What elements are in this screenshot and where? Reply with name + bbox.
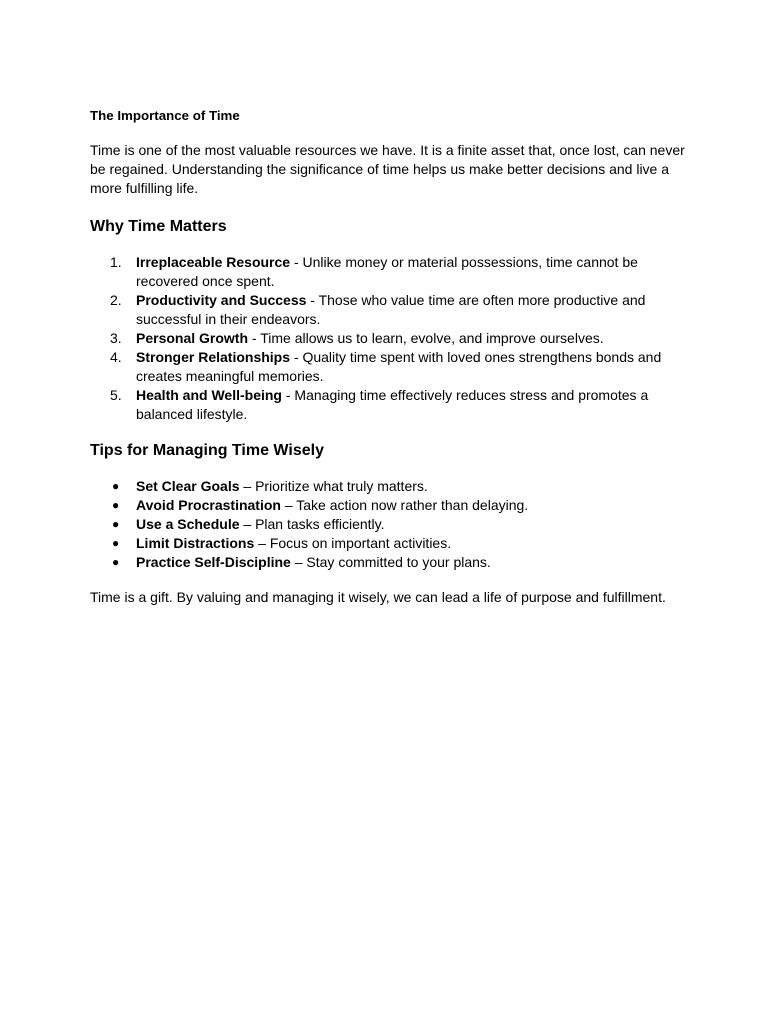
item-text: – Take action now rather than delaying. [280, 497, 529, 513]
bullet-icon: ● [112, 536, 120, 550]
list-number: 2. [110, 292, 122, 308]
closing-paragraph: Time is a gift. By valuing and managing it wisely, we can lead a life of purpose and fulfillment. [90, 589, 666, 605]
intro-paragraph: Time is one of the most valuable resources we have. It is a finite asset that, once lost, can never be regained. Understanding the significance of time helps us make better decisions and live a more fulfilling life. [90, 142, 685, 196]
bullet-icon: ● [112, 517, 120, 531]
list-item [90, 329, 690, 348]
item-text: - Time allows us to learn, evolve, and improve ourselves. [248, 330, 604, 346]
list-item [90, 348, 690, 386]
item-text: - Unlike money or material possessions, time cannot be recovered once spent. [136, 254, 638, 289]
list-item [90, 291, 690, 329]
bullet-icon: ● [112, 479, 120, 493]
bullet-icon: ● [112, 498, 120, 512]
item-label: Use a Schedule [136, 516, 240, 532]
item-label: Set Clear Goals [136, 478, 240, 494]
list-item [90, 534, 690, 553]
item-text: – Stay committed to your plans. [290, 554, 491, 570]
item-label: Irreplaceable Resource [136, 254, 291, 270]
list-item [90, 553, 690, 572]
list-item [90, 515, 690, 534]
item-text: – Prioritize what truly matters. [239, 478, 428, 494]
document-body [90, 106, 690, 607]
item-label: Health and Well-being [136, 387, 282, 403]
list-number: 3. [110, 330, 122, 346]
item-text: - Quality time spent with loved ones strengthens bonds and creates meaningful memories. [136, 349, 662, 384]
item-label: Avoid Procrastination [136, 497, 281, 513]
list-number: 5. [110, 387, 122, 403]
item-label: Practice Self-Discipline [136, 554, 291, 570]
list-item [90, 477, 690, 496]
list-item [90, 496, 690, 515]
bullet-icon: ● [112, 555, 120, 569]
list-item [90, 253, 690, 291]
tips-list [90, 477, 690, 572]
why-time-matters-heading: Why Time Matters [90, 218, 227, 235]
item-text: – Focus on important activities. [254, 535, 452, 551]
list-number: 4. [110, 349, 122, 365]
list-number: 1. [110, 254, 122, 270]
item-label: Stronger Relationships [136, 349, 291, 365]
item-label: Limit Distractions [136, 535, 255, 551]
item-text: - Managing time effectively reduces stress and promotes a balanced lifestyle. [136, 387, 649, 422]
why-time-matters-list [90, 253, 690, 424]
item-label: Productivity and Success [136, 292, 307, 308]
document-title: The Importance of Time [90, 108, 240, 123]
item-text: – Plan tasks efficiently. [239, 516, 385, 532]
list-item [90, 386, 690, 424]
item-label: Personal Growth [136, 330, 249, 346]
tips-heading: Tips for Managing Time Wisely [90, 442, 324, 459]
item-text: - Those who value time are often more productive and successful in their endeavors. [136, 292, 646, 327]
